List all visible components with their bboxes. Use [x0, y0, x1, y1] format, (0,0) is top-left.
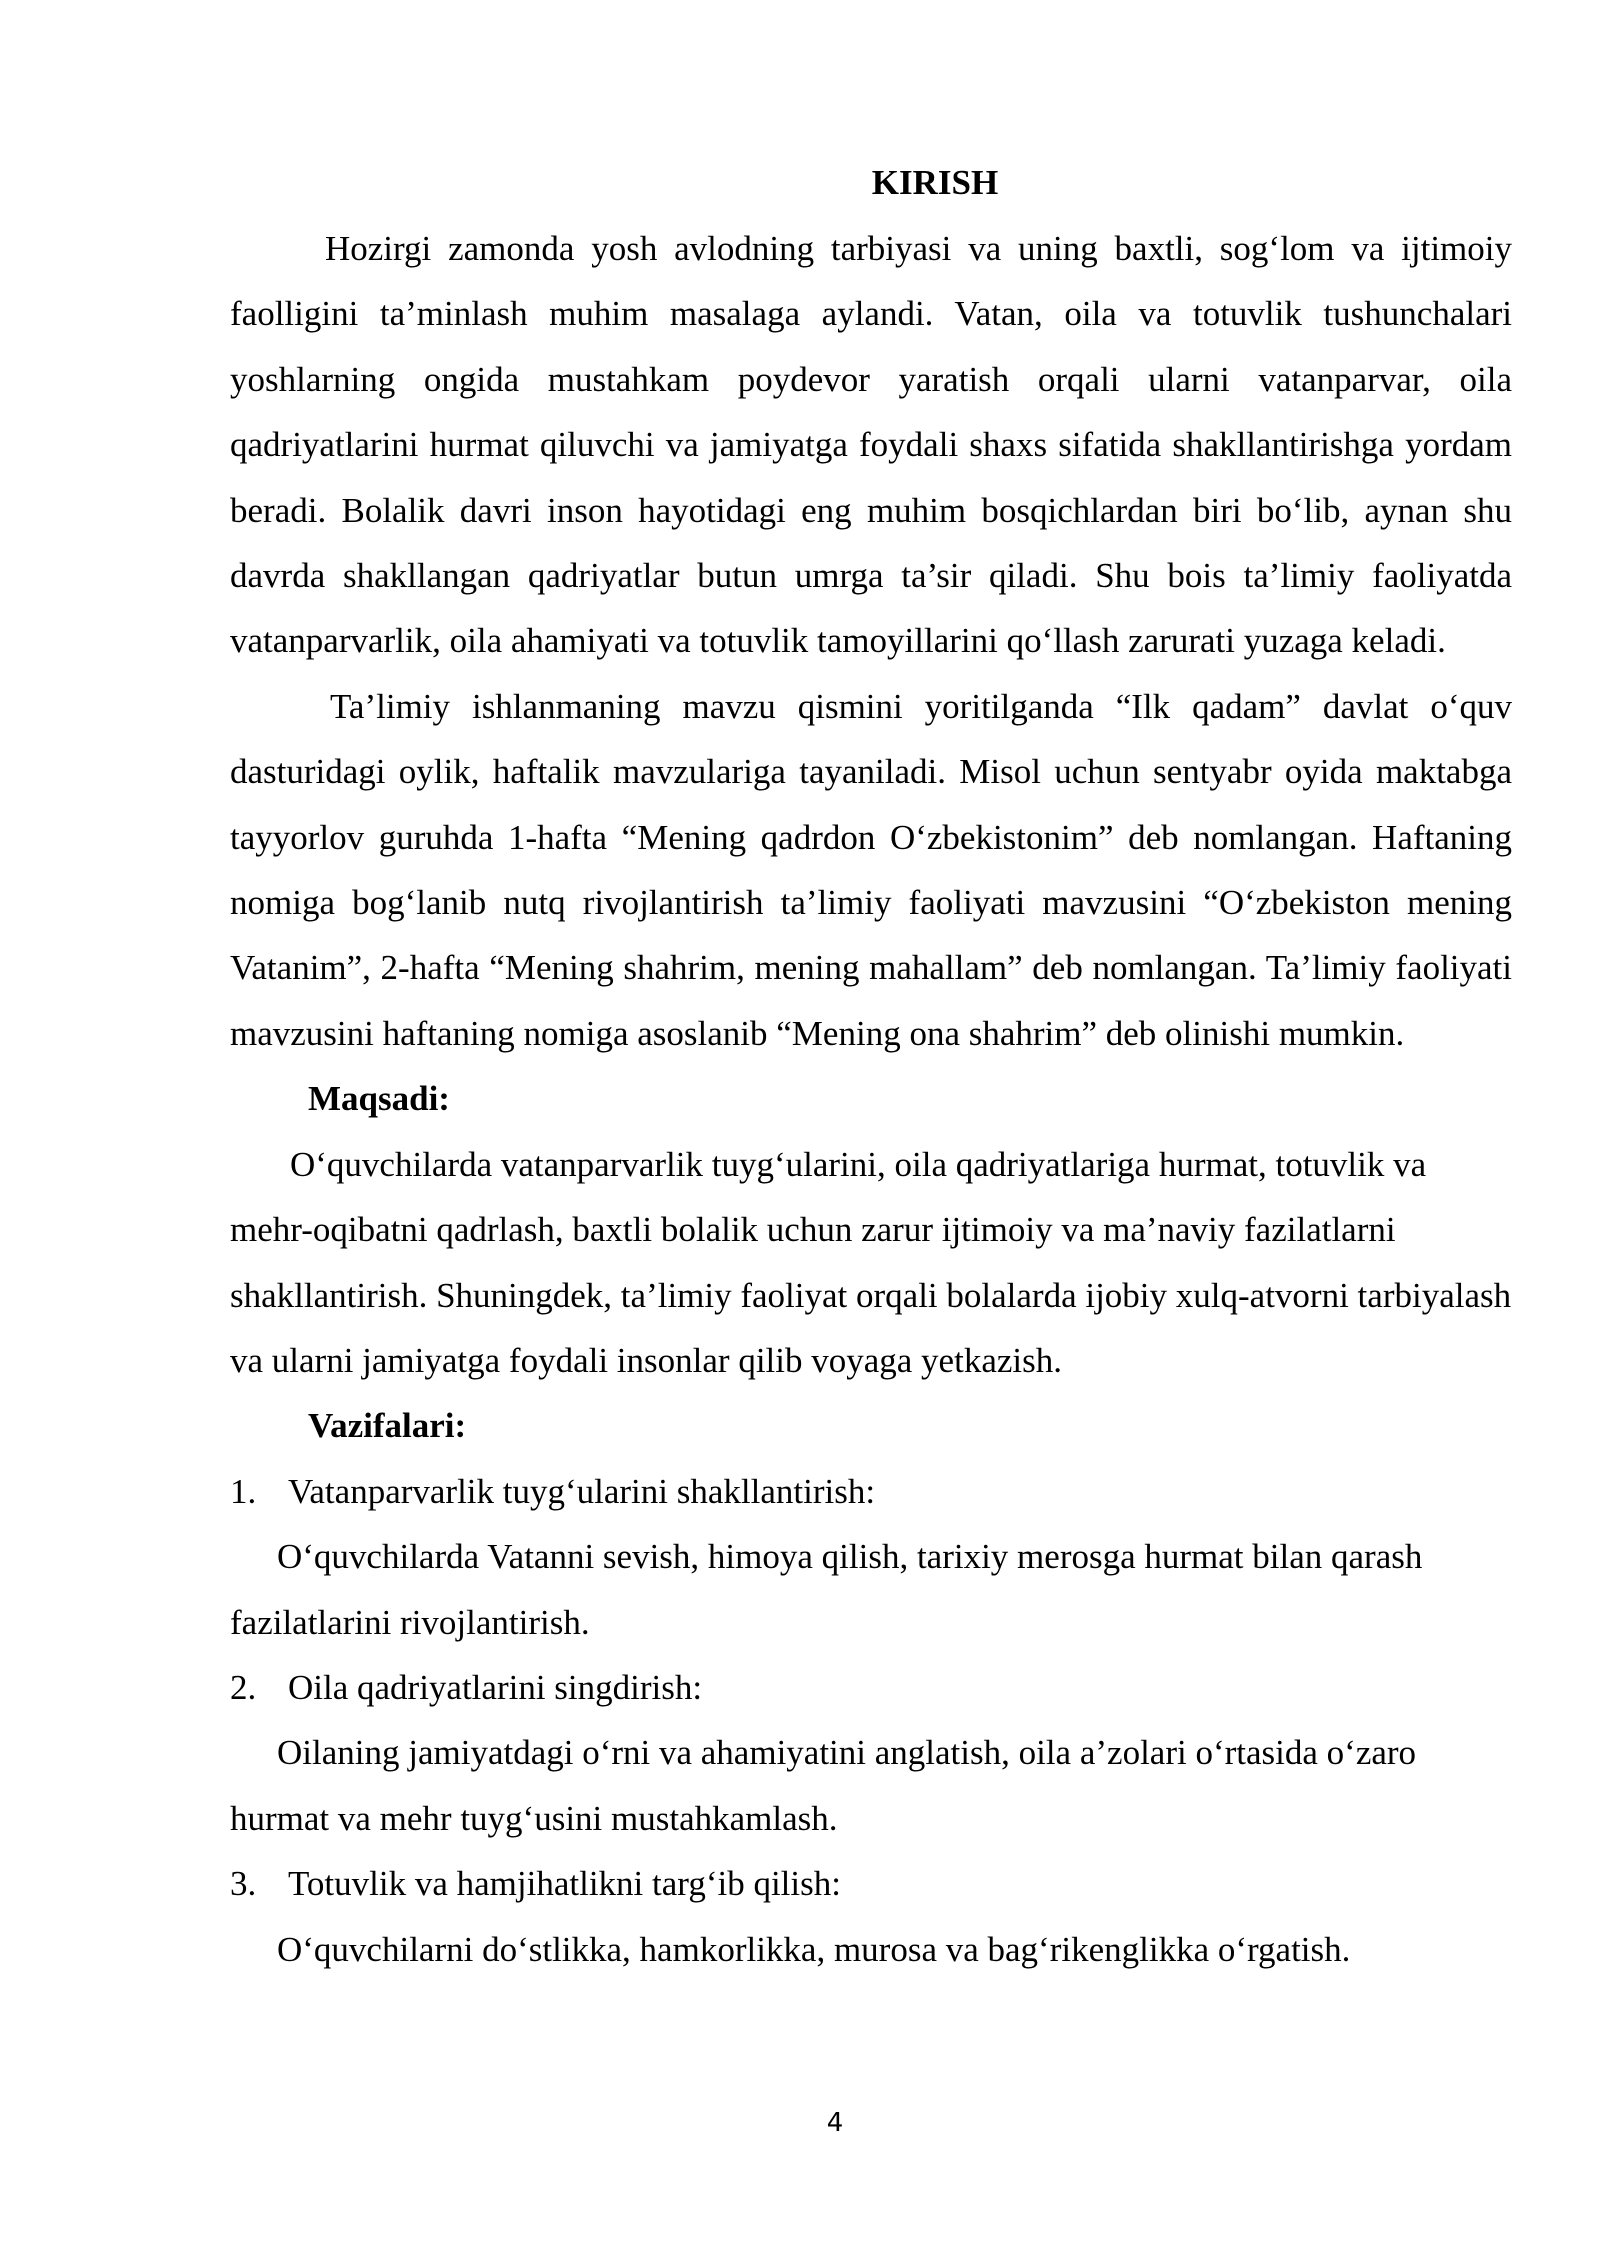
page-number: 4: [826, 2108, 844, 2138]
page-content: [230, 150, 1512, 1982]
list-item-title: Oila qadriyatlarini singdirish:: [288, 1667, 703, 1707]
maqsadi-text: O‘quvchilarda vatanparvarlik tuyg‘ularini, oila qadriyatlariga hurmat, totuvlik va mehr-oqibatni qadrlash, baxtli bolalik uchun zarur ijtimoiy va ma’naviy fazilatlarni shakllantirish. Shuningdek, ta’limiy faoliyat orqali bolalarda ijobiy xulq-atvorni tarbiyalash va ularni jamiyatga foydali insonlar qilib voyaga yetkazish.: [230, 1144, 1512, 1380]
vazifalari-heading: Vazifalari:: [308, 1406, 467, 1446]
list-item: [230, 1459, 1512, 1655]
list-item: [230, 1655, 1512, 1851]
list-item-description: O‘quvchilarni do‘stlikka, hamkorlikka, murosa va bag‘rikenglikka o‘rgatish.: [277, 1929, 1351, 1969]
list-item-description: O‘quvchilarda Vatanni sevish, himoya qilish, tarixiy merosga hurmat bilan qarash fazilatlarini rivojlantirish.: [230, 1537, 1423, 1642]
maqsadi-heading: Maqsadi:: [308, 1079, 450, 1119]
list-item: [230, 1851, 1512, 1982]
list-item-number: 1.: [230, 1471, 257, 1511]
list-item-number: 2.: [230, 1667, 257, 1707]
list-item-number: 3.: [230, 1864, 257, 1904]
list-item-description: Oilaning jamiyatdagi o‘rni va ahamiyatini anglatish, oila a’zolari o‘rtasida o‘zaro hurmat va mehr tuyg‘usini mustahkamlash.: [230, 1733, 1417, 1838]
list-item-title: Totuvlik va hamjihatlikni targ‘ib qilish:: [288, 1864, 841, 1904]
curriculum-paragraph: Ta’limiy ishlanmaning mavzu qismini yoritilganda “Ilk qadam” davlat o‘quv dasturidagi oylik, haftalik mavzulariga tayaniladi. Misol uchun sentyabr oyida maktabga tayyorlov guruhda 1-hafta “Mening qadrdon O‘zbekistonim” deb nomlangan. Haftaning nomiga bog‘lanib nutq rivojlantirish ta’limiy faoliyati mavzusini “O‘zbekiston mening Vatanim”, 2-hafta “Mening shahrim, mening mahallam” deb nomlangan. Ta’limiy faoliyati mavzusini haftaning nomiga asoslanib “Mening ona shahrim” deb olinishi mumkin.: [230, 686, 1512, 1053]
intro-paragraph: Hozirgi zamonda yosh avlodning tarbiyasi va uning baxtli, sog‘lom va ijtimoiy faolligini ta’minlash muhim masalaga aylandi. Vatan, oila va totuvlik tushunchalari yoshlarning ongida mustahkam poydevor yaratish orqali ularni vatanparvar, oila qadriyatlarini hurmat qiluvchi va jamiyatga foydali shaxs sifatida shakllantirishga yordam beradi. Bolalik davri inson hayotidagi eng muhim bosqichlardan biri bo‘lib, aynan shu davrda shakllangan qadriyatlar butun umrga ta’sir qiladi. Shu bois ta’limiy faoliyatda vatanparvarlik, oila ahamiyati va totuvlik tamoyillarini qo‘llash zarurati yuzaga keladi.: [230, 229, 1512, 661]
page-title: KIRISH: [871, 163, 999, 202]
list-item-title: Vatanparvarlik tuyg‘ularini shakllantirish:: [288, 1471, 876, 1511]
task-list: [230, 1459, 1512, 1982]
